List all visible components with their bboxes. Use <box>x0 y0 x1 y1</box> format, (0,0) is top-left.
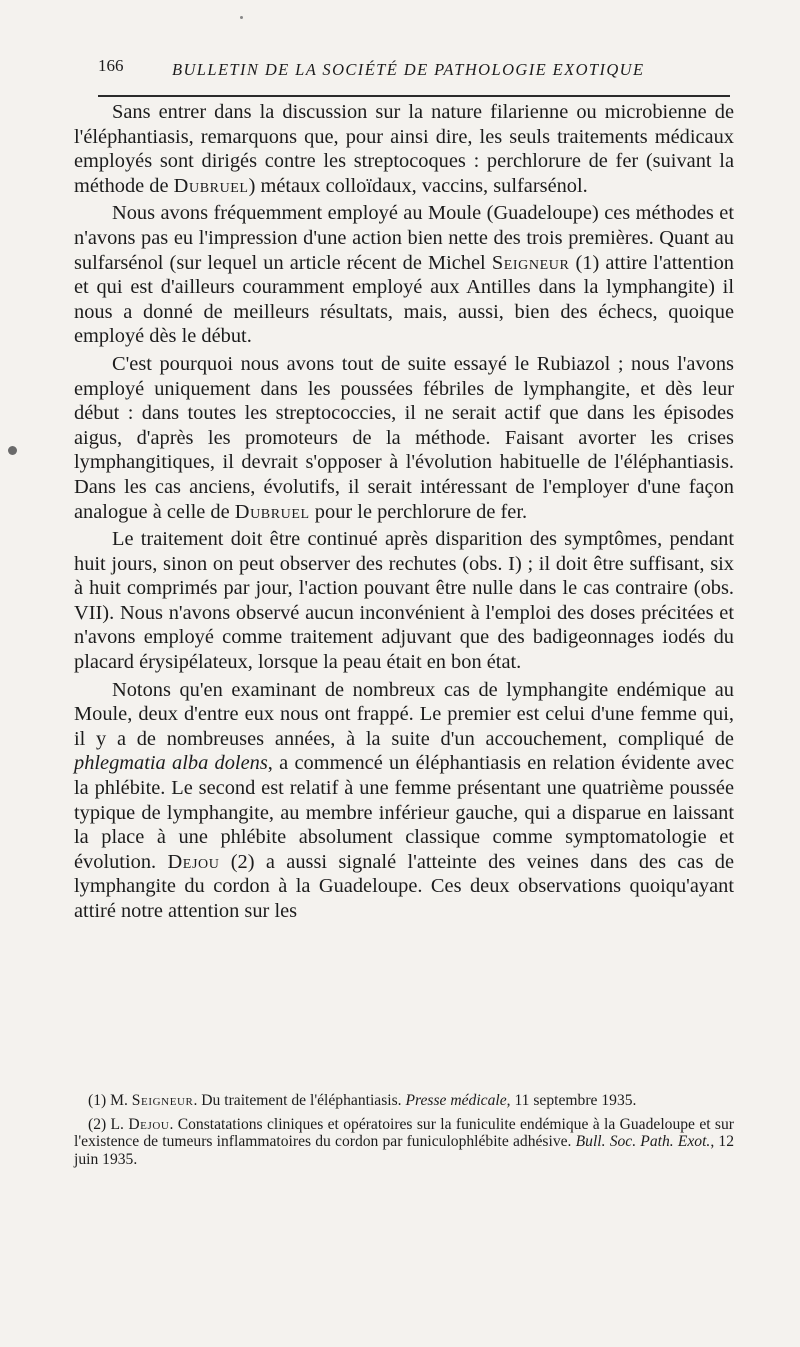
margin-bullet-mark <box>8 446 17 455</box>
footnote-2: (2) L. Dejou. Constatations cliniques et opératoires sur la funiculite endémique à la Guadeloupe et sur l'existence de tumeurs inflammatoires du cordon par funiculophlébite adhésive. Bull. Soc. Path. Exot., 12 juin 1935. <box>74 1115 735 1168</box>
author-name: Dubruel <box>173 174 249 197</box>
author-name: Dejou <box>167 850 220 873</box>
page-number: 166 <box>98 56 124 75</box>
journal-title: Bull. Soc. Path. Exot. <box>575 1133 711 1150</box>
journal-title: Presse médicale <box>405 1092 507 1109</box>
footnote-author: Dejou <box>128 1115 170 1133</box>
header-rule <box>98 95 730 97</box>
footnote-1: (1) M. Seigneur. Du traitement de l'éléphantiasis. Presse médicale, 11 septembre 1935. <box>88 1092 637 1109</box>
paragraph-5: Notons qu'en examinant de nombreux cas de lymphangite endémique au Moule, deux d'entre eux nous ont frappé. Le premier est celui d'une femme qui, il y a de nombreuses années, à la suite d'un accouchement, compliqué de phlegmatia alba dolens, a commencé un éléphantiasis en relation évidente avec la phlébite. Le second est relatif à une femme présentant une quatrième poussée typique de lymphangite, au membre inférieur gauche, qui a disparue en laissant la place à une phlébite absolument classique comme symptomatologie et évolution. Dejou (2) a aussi signalé l'atteinte des veines dans des cas de lymphangite du cordon à la Guadeloupe. Ces deux observations quoiqu'ayant attiré notre attention sur les <box>74 678 734 922</box>
paragraph-4: Le traitement doit être continué après disparition des symptômes, pendant huit jours, sinon on peut observer des rechutes (obs. I) ; il doit être suffisant, six à huit comprimés par jour, l'action pouvant être nulle dans le cas contraire (obs. VII). Nous n'avons observé aucun inconvénient à l'emploi des doses précitées et n'avons employé comme traitement adjuvant que des badigeonnages iodés du placard érysipélateux, lorsque la peau était en bon état. <box>74 528 734 674</box>
paragraph-3: C'est pourquoi nous avons tout de suite essayé le Rubiazol ; nous l'avons employé uniquement dans les poussées fébriles de lymphangite, et dès leur début : dans toutes les streptococcies, il ne serait actif que dans les épisodes aigus, d'après les promoteurs de la méthode. Faisant avorter les crises lymphangitiques, il devrait s'opposer à l'évolution habituelle de l'éléphantiasis. Dans les cas anciens, évolutifs, il serait intéressant de l'employer d'une façon analogue à celle de Dubruel pour le perchlorure de fer. <box>74 352 734 523</box>
author-name: Seigneur <box>491 251 570 274</box>
author-name: Dubruel <box>234 500 310 523</box>
footnotes <box>74 1092 734 1174</box>
paragraph-1: Sans entrer dans la discussion sur la nature filarienne ou microbienne de l'éléphantiasis, remarquons que, pour ainsi dire, les seuls traitements médicaux employés sont dirigés contre les streptocoques : perchlorure de fer (suivant la méthode de Dubruel) métaux colloïdaux, vaccins, sulfarsénol. <box>74 101 734 197</box>
body-text <box>74 100 734 924</box>
paragraph-2: Nous avons fréquemment employé au Moule (Guadeloupe) ces méthodes et n'avons pas eu l'impression d'une action bien nette des trois premières. Quant au sulfarsénol (sur lequel un article récent de Michel Seigneur (1) attire l'attention et qui est d'ailleurs couramment employé aux Antilles dans la lymphangite) il nous a donné de meilleurs résultats, mais, aussi, bien des échecs, quoique employé dès le début. <box>74 202 734 348</box>
italic-term: phlegmatia alba dolens <box>74 752 268 775</box>
footnote-author: Seigneur <box>131 1092 194 1109</box>
running-title: BULLETIN DE LA SOCIÉTÉ DE PATHOLOGIE EXOTIQUE <box>172 60 645 79</box>
ink-speck <box>240 16 243 19</box>
running-header <box>98 56 738 88</box>
